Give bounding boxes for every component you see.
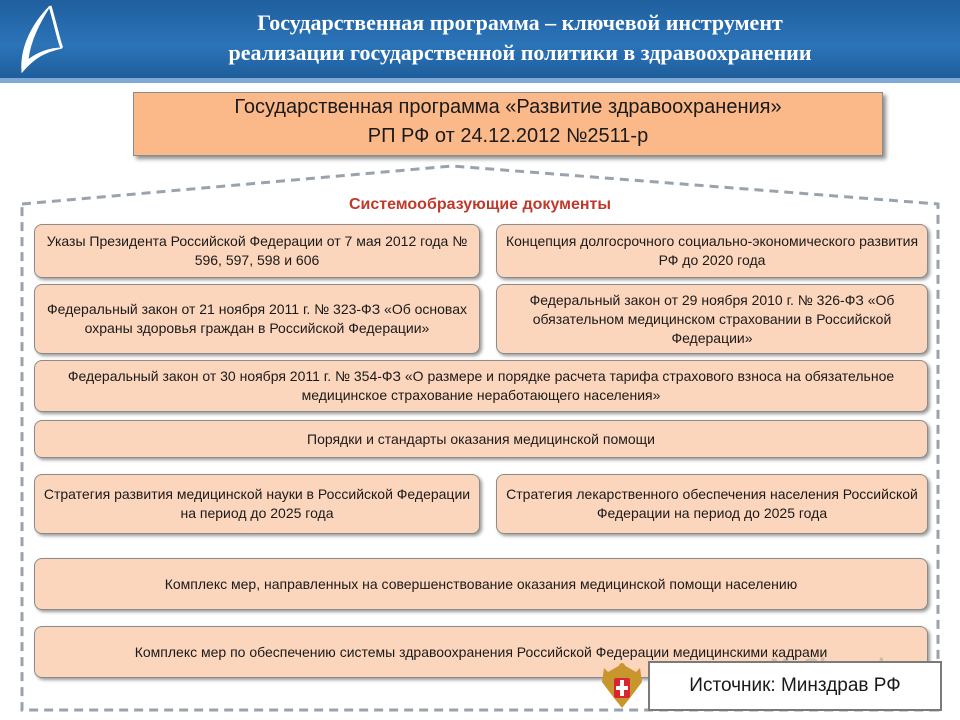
ministry-emblem-icon xyxy=(600,660,644,712)
program-box xyxy=(133,92,883,156)
doc-text: Концепция долгосрочного социально-экономического развития РФ до 2020 года xyxy=(505,233,919,268)
doc-text: Стратегия развития медицинской науки в Российской Федерации на период до 2025 года xyxy=(43,486,471,521)
doc-box-drug-strategy xyxy=(496,474,928,534)
title-line-1: Государственная программа – ключевой инструмент xyxy=(257,10,783,35)
doc-text: Федеральный закон от 30 ноября 2011 г. № 354-ФЗ «О размере и порядке расчета тарифа страхового взноса на обязательное медицинское страхование неработающего населения» xyxy=(67,368,895,403)
source-text: Источник: Минздрав РФ xyxy=(689,675,901,696)
doc-box-law-354 xyxy=(34,360,928,412)
source-label xyxy=(648,661,942,711)
header-bar xyxy=(0,0,960,83)
doc-text: Комплекс мер по обеспечению системы здравоохранения Российской Федерации медицинскими кадрами xyxy=(134,643,828,660)
program-line-1: Государственная программа «Развитие здравоохранения» xyxy=(234,96,782,118)
doc-box-law-323 xyxy=(34,284,480,354)
title-line-2: реализации государственной политики в здравоохранении xyxy=(228,40,812,65)
logo-icon xyxy=(10,2,76,80)
doc-text: Стратегия лекарственного обеспечения населения Российской Федерации на период до 2025 года xyxy=(506,486,918,521)
doc-text: Федеральный закон от 29 ноября 2010 г. № 326-ФЗ «Об обязательном медицинском страховании в Российской Федерации» xyxy=(529,291,895,346)
doc-box-law-326 xyxy=(496,284,928,354)
header-underline xyxy=(0,78,960,83)
doc-box-science-strategy xyxy=(34,474,480,534)
program-line-2: РП РФ от 24.12.2012 №2511-р xyxy=(367,125,649,147)
doc-text: Порядки и стандарты оказания медицинской помощи xyxy=(307,430,655,447)
page-title xyxy=(90,8,950,68)
doc-text: Комплекс мер, направленных на совершенствование оказания медицинской помощи населению xyxy=(164,575,798,592)
doc-box-care-measures xyxy=(34,558,928,610)
doc-box-concept-2020 xyxy=(496,224,928,278)
section-title: Системообразующие документы xyxy=(348,196,612,213)
doc-box-presidential-decrees xyxy=(34,224,480,278)
doc-text: Указы Президента Российской Федерации от 7 мая 2012 года № 596, 597, 598 и 606 xyxy=(46,233,468,268)
doc-box-standards xyxy=(34,420,928,458)
doc-text: Федеральный закон от 21 ноября 2011 г. № 323-ФЗ «Об основах охраны здоровья граждан в Российской Федерации» xyxy=(46,301,467,336)
